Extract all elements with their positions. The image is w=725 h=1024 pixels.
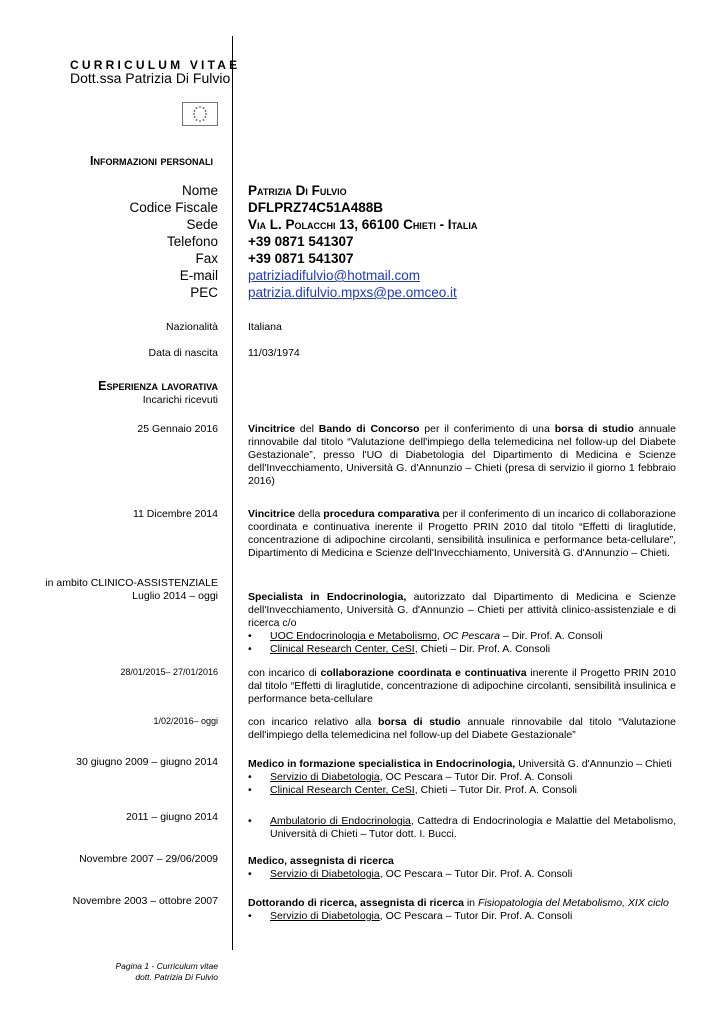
entry-context: in ambito CLINICO-ASSISTENZIALE [45, 577, 218, 589]
vertical-divider [232, 36, 233, 950]
value-codice-fiscale: DFLPRZ74C51A488B [248, 200, 384, 215]
label-email: E-mail [179, 268, 218, 283]
pec-link[interactable]: patrizia.difulvio.mpxs@pe.omceo.it [248, 285, 457, 300]
entry-date: 1/02/2016– oggi [153, 716, 218, 726]
list-item: • Clinical Research Center, CeSI, Chieti – Dir. Prof. A. Consoli [248, 643, 676, 656]
list-item: • Servizio di Diabetologia, OC Pescara – Tutor Dir. Prof. A. Consoli [248, 868, 676, 881]
entry-body: Medico in formazione specialistica in Endocrinologia, Università G. d'Annunzio – Chieti • Servizio di Diabetologia, OC Pescara – Tutor Dir. Prof. A. Consoli • Clinical Research Center, CeSI, Chieti – Tutor Dir. Prof. A. Consoli [248, 758, 676, 797]
cv-title: CURRICULUM VITAE [70, 58, 241, 72]
entry-body: Vincitrice della procedura comparativa per il conferimento di un incarico di collaborazione coordinata e continuativa inerente il Progetto PRIN 2010 dal titolo “Effetti di liraglutide, concentrazione di adipochine circolanti, sensibilità insulinica e performance beta-cellulare”, Dipartimento di Medicina e Scienze dell'Invecchiamento, Università G. d'Annunzio – Chieti. [248, 508, 676, 559]
eu-flag-icon [182, 102, 218, 126]
entry-body: Dottorando di ricerca, assegnista di ricerca in Fisiopatologia del Metabolismo, XIX ciclo • Servizio di Diabetologia, OC Pescara – Tutor Dir. Prof. A. Consoli [248, 897, 676, 923]
entry-body: Specialista in Endocrinologia, autorizzato dal Dipartimento di Medicina e Scienze dell'Invecchiamento, Università G. d'Annunzio – Chieti per attività clinico-assistenziale e di ricerca c/o • UOC Endocrinologia e Metabolismo, OC Pescara – Dir. Prof. A. Consoli • Clinical Research Center, CeSI, Chieti – Dir. Prof. A. Consoli [248, 591, 676, 656]
value-data-nascita: 11/03/1974 [248, 347, 300, 359]
cv-name: Dott.ssa Patrizia Di Fulvio [70, 70, 231, 86]
entry-date: 2011 – giugno 2014 [125, 811, 218, 823]
list-item: • Clinical Research Center, CeSI, Chieti – Tutor Dir. Prof. A. Consoli [248, 784, 676, 797]
experience-subtitle: Incarichi ricevuti [142, 394, 218, 406]
entry-date: 28/01/2015– 27/01/2016 [120, 667, 218, 677]
label-telefono: Telefono [166, 234, 218, 249]
entry-date: 11 Dicembre 2014 [132, 508, 218, 520]
entry-date: 25 Gennaio 2016 [137, 423, 218, 435]
list-item: • Servizio di Diabetologia, OC Pescara – Tutor Dir. Prof. A. Consoli [248, 771, 676, 784]
label-fax: Fax [195, 251, 218, 266]
list-item: • UOC Endocrinologia e Metabolismo, OC Pescara – Dir. Prof. A. Consoli [248, 630, 676, 643]
label-codice-fiscale: Codice Fiscale [129, 200, 218, 215]
value-nazionalita: Italiana [248, 321, 282, 333]
label-nazionalita: Nazionalità [166, 321, 218, 333]
entry-date: Luglio 2014 – oggi [132, 590, 218, 602]
entry-body: Medico, assegnista di ricerca • Servizio di Diabetologia, OC Pescara – Tutor Dir. Prof. A. Consoli [248, 855, 676, 881]
email-link[interactable]: patriziadifulvio@hotmail.com [248, 268, 421, 283]
value-nome: Patrizia Di Fulvio [248, 183, 347, 198]
entry-body: con incarico di collaborazione coordinata e continuativa inerente il Progetto PRIN 2010 dal titolo “Effetti di liraglutide, concentrazione di adipochine circolanti, sensibilità insulinica e performance beta-cellulare [248, 667, 676, 705]
entry-body: Vincitrice del Bando di Concorso per il conferimento di una borsa di studio annuale rinnovabile dal titolo “Valutazione dell'impiego della telemedicina nel follow-up del Diabete Gestazionale”, presso l'UO di Diabetologia del Dipartimento di Medicina e Scienze dell'Invecchiamento, Università G. d'Annunzio – Chieti (presa di servizio il giorno 1 febbraio 2016) [248, 423, 676, 487]
list-item: • Servizio di Diabetologia, OC Pescara – Tutor Dir. Prof. A. Consoli [248, 910, 676, 923]
section-personal-info: Informazioni personali [90, 154, 213, 168]
list-item: • Ambulatorio di Endocrinologia, Cattedra di Endocrinologia e Malattie del Metabolismo, Università di Chieti – Tutor dott. I. Bucci. [248, 815, 676, 841]
value-fax: +39 0871 541307 [248, 251, 354, 266]
label-sede: Sede [186, 217, 218, 232]
entry-body: con incarico relativo alla borsa di studio annuale rinnovabile dal titolo “Valutazione dell'impiego della telemedicina nel follow-up del Diabete Gestazionale” [248, 716, 676, 741]
section-experience: Esperienza lavorativa [98, 379, 218, 393]
value-telefono: +39 0871 541307 [248, 234, 354, 249]
label-nome: Nome [181, 183, 218, 198]
entry-date: Novembre 2007 – 29/06/2009 [79, 853, 218, 865]
entry-date: Novembre 2003 – ottobre 2007 [72, 895, 218, 907]
value-sede: Via L. Polacchi 13, 66100 Chieti - Italia [248, 217, 478, 232]
page-footer: Pagina 1 - Curriculum vitae dott. Patrizia Di Fulvio [115, 961, 218, 982]
entry-body [248, 815, 676, 841]
entry-date: 30 giugno 2009 – giugno 2014 [76, 756, 218, 768]
label-pec: PEC [190, 285, 218, 300]
label-data-nascita: Data di nascita [148, 347, 218, 359]
